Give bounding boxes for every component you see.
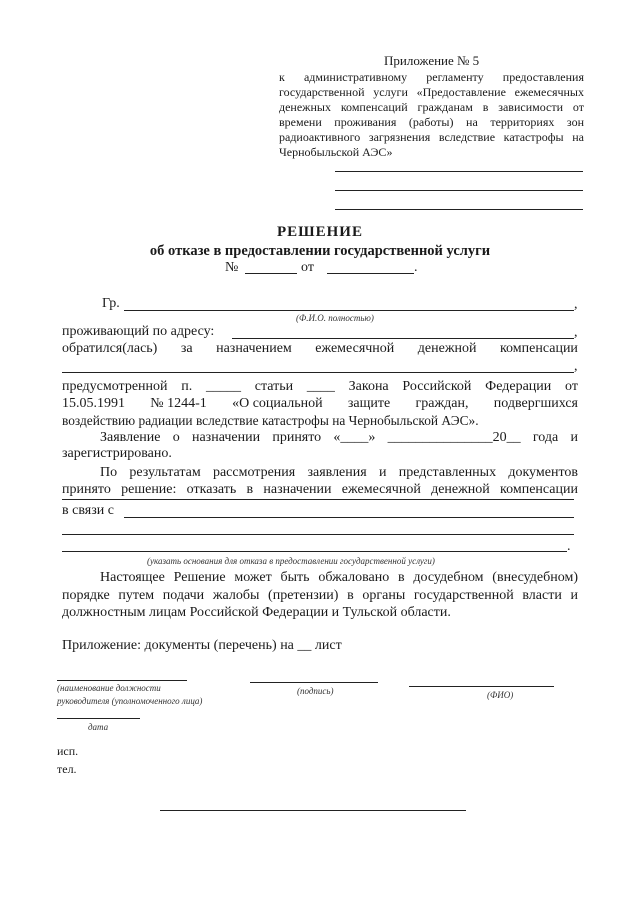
- address-field: [232, 338, 574, 339]
- footer-line: [160, 810, 466, 811]
- date-hint: дата: [88, 722, 109, 732]
- fio-signature-field: [409, 686, 554, 687]
- position-hint: (наименование должности: [57, 683, 161, 693]
- signature-field: [250, 682, 378, 683]
- date-field: [327, 273, 414, 274]
- law-line-3: воздействию радиации вследствие катастрофы на Чернобыльской АЭС».: [62, 413, 479, 428]
- heading-end: .: [414, 260, 418, 275]
- citizen-label: Гр.: [102, 296, 120, 311]
- appendix-line: времени проживания (работы) на территориях зон: [279, 115, 584, 129]
- reason-field: [62, 534, 574, 535]
- document-title: РЕШЕНИЕ: [277, 224, 363, 240]
- appendix-line: к административному регламенту предоставления: [279, 70, 584, 84]
- reason-label: в связи с: [62, 503, 114, 518]
- fio-signature-hint: (ФИО): [487, 690, 514, 700]
- appendix-line: радиоактивного загрязнения вследствие катастрофы на: [279, 130, 584, 144]
- addressee-line: [335, 209, 583, 210]
- number-prefix: №: [225, 260, 239, 275]
- position-hint: руководителя (уполномоченного лица): [57, 696, 203, 706]
- appendix-line: Чернобыльской АЭС»: [279, 145, 393, 159]
- signature-hint: (подпись): [297, 686, 334, 696]
- appendix-text: [279, 70, 584, 160]
- appealed-field: [62, 372, 574, 373]
- position-field: [57, 680, 187, 681]
- number-field: [245, 273, 297, 274]
- date-prefix: от: [301, 260, 314, 275]
- addressee-line: [335, 171, 583, 172]
- document-subtitle: об отказе в предоставлении государственной услуги: [149, 243, 491, 259]
- appeal-line-3: должностным лицам Российской Федерации и Тульской области.: [62, 605, 451, 620]
- fio-hint: (Ф.И.О. полностью): [296, 313, 374, 323]
- appendix-line: государственной услуги «Предоставление ежемесячных: [279, 85, 584, 99]
- executor-label: исп.: [57, 744, 79, 758]
- appendix-line: денежных компенсаций гражданам в зависимости от: [279, 100, 584, 114]
- law-line-2: 15.05.1991 № 1244-1 «О социальной защите граждан, подвергшихся: [62, 396, 578, 411]
- date-signature-field: [57, 718, 140, 719]
- appendix-title: Приложение № 5: [384, 53, 480, 68]
- reason-field: [124, 517, 574, 518]
- addressee-line: [335, 190, 583, 191]
- result-line-2: принято решение: отказать в назначении ежемесячной денежной компенсации: [62, 482, 578, 497]
- appeal-line-2: порядке путем подачи жалобы (претензии) в органы государственной власти и: [62, 588, 578, 603]
- fio-field: [124, 310, 574, 311]
- application-line-2: зарегистрировано.: [62, 446, 172, 461]
- law-line-1: предусмотренной п. _____ статьи ____ Закона Российской Федерации от: [62, 379, 578, 394]
- reason-hint: (указать основания для отказа в предоставлении государственной услуги): [147, 556, 435, 566]
- application-line-1: Заявление о назначении принято «____» _______________20__ года и: [100, 430, 578, 445]
- reason-field: [62, 551, 567, 552]
- attachment-line: Приложение: документы (перечень) на __ лист: [62, 638, 342, 653]
- result-field: [62, 499, 574, 500]
- appeal-line-1: Настоящее Решение может быть обжаловано в досудебном (внесудебном): [100, 570, 578, 585]
- result-line-1: По результатам рассмотрения заявления и представленных документов: [100, 465, 578, 480]
- appealed-line: обратился(лась) за назначением ежемесячной денежной компенсации: [62, 341, 578, 356]
- address-label: проживающий по адресу:: [62, 324, 215, 339]
- phone-label: тел.: [57, 762, 77, 776]
